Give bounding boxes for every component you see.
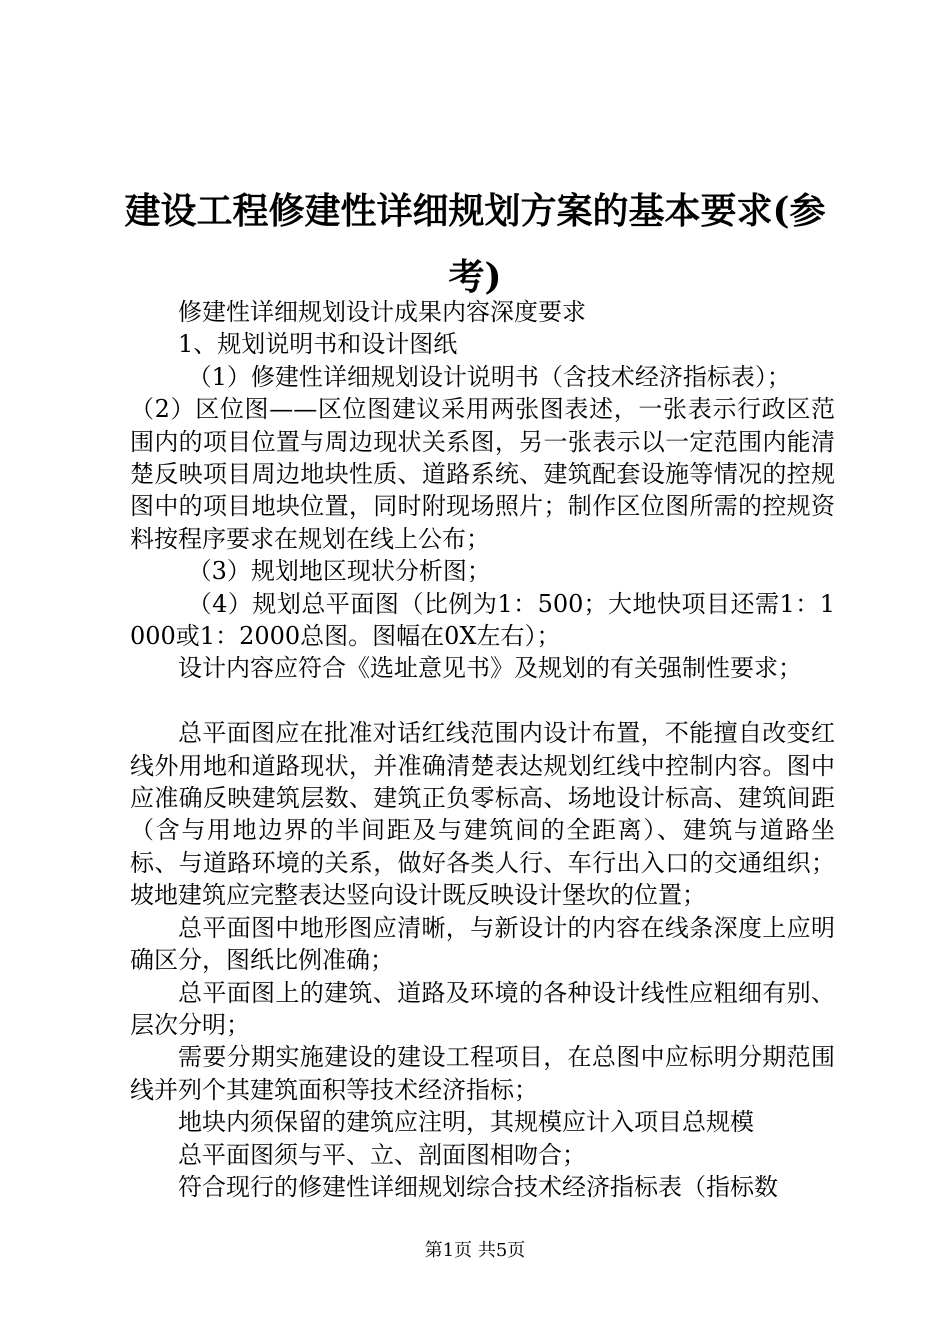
document-body	[130, 296, 835, 1203]
blank-line	[130, 685, 835, 717]
paragraph-site-plan: 总平面图应在批准对话红线范围内设计布置，不能擅自改变红线外用地和道路现状，并准确清楚表达规划红线中控制内容。图中应准确反映建筑层数、建筑正负零标高、场地设计标高、建筑间距（含与用地边界的半间距及与建筑间的全距离）、建筑与道路坐标、与道路环境的关系，做好各类人行、车行出入口的交通组织；坡地建筑应完整表达竖向设计既反映设计堡坎的位置；	[130, 719, 835, 910]
paragraph-topography: 总平面图中地形图应清晰，与新设计的内容在线条深度上应明确区分，图纸比例准确；	[130, 913, 835, 975]
paragraph-item-1: （1）修建性详细规划设计说明书（含技术经济指标表）；	[187, 362, 791, 391]
paragraph-indicators: 符合现行的修建性详细规划综合技术经济指标表（指标数	[178, 1172, 778, 1201]
paragraph-requirement: 设计内容应符合《选址意见书》及规划的有关强制性要求；	[178, 654, 802, 683]
paragraph-section-1: 1、规划说明书和设计图纸	[178, 330, 458, 359]
paragraph-heading: 修建性详细规划设计成果内容深度要求	[178, 298, 586, 326]
page-number-footer: 第1页 共5页	[424, 1240, 526, 1261]
paragraph-consistency: 总平面图须与平、立、剖面图相吻合；	[178, 1140, 586, 1169]
paragraph-line-weights: 总平面图上的建筑、道路及环境的各种设计线性应粗细有别、层次分明；	[130, 978, 835, 1039]
paragraph-item-4: （4）规划总平面图（比例为1：500；大地快项目还需1：1000或1：2000总图。图幅在0X左右）；	[130, 589, 835, 651]
document-title: 建设工程修建性详细规划方案的基本要求(参考)	[124, 190, 826, 298]
paragraph-item-3: （3）规划地区现状分析图；	[187, 557, 491, 586]
paragraph-retained-buildings: 地块内须保留的建筑应注明，其规模应计入项目总规模	[178, 1108, 754, 1137]
paragraph-phasing: 需要分期实施建设的建设工程项目，在总图中应标明分期范围线并列个其建筑面积等技术经济指标；	[130, 1043, 835, 1104]
paragraph-item-2: （2）区位图——区位图建议采用两张图表述，一张表示行政区范围内的项目位置与周边现状关系图，另一张表示以一定范围内能清楚反映项目周边地块性质、道路系统、建筑配套设施等情况的控规图中的项目地块位置，同时附现场照片；制作区位图所需的控规资料按程序要求在规划在线上公布；	[130, 395, 835, 553]
